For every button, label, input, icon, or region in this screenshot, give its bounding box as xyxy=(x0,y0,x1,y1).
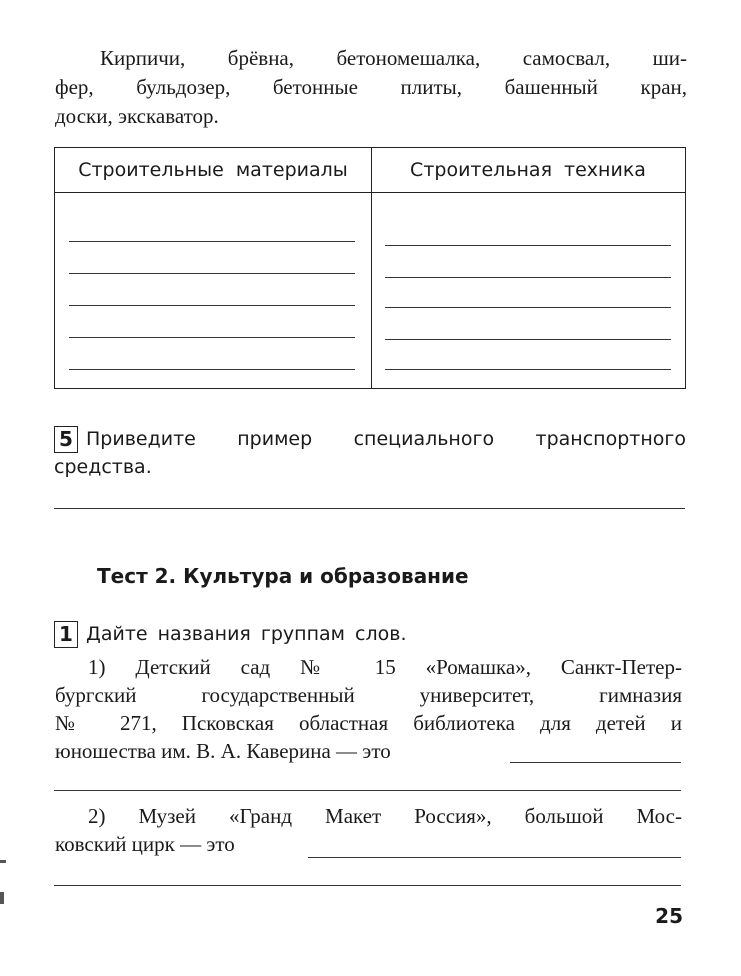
task-5 xyxy=(54,425,686,481)
word-list xyxy=(55,44,687,131)
task-5-answer-line[interactable] xyxy=(54,508,685,509)
margin-binding-mark xyxy=(0,860,6,863)
item-1-line-2: бургский государственный университет, гимназия xyxy=(55,683,682,707)
task-1 xyxy=(54,620,406,648)
task-number-box: 5 xyxy=(54,426,78,453)
task-5-text: Приведите пример специального транспортного средства. xyxy=(54,428,686,478)
machinery-line[interactable] xyxy=(385,339,671,340)
materials-column xyxy=(55,148,372,388)
machinery-line[interactable] xyxy=(385,369,671,370)
test-title: Тест 2. Культура и образование xyxy=(97,564,469,588)
materials-line[interactable] xyxy=(69,369,355,370)
word-list-line-3: доски, экскаватор. xyxy=(55,104,219,128)
materials-line[interactable] xyxy=(69,337,355,338)
sorting-table xyxy=(54,147,686,389)
item-2-answer-line[interactable] xyxy=(54,885,681,886)
machinery-line[interactable] xyxy=(385,307,671,308)
materials-line[interactable] xyxy=(69,305,355,306)
task-1-text: Дайте названия группам слов. xyxy=(86,623,407,645)
item-1-line-4 xyxy=(55,737,682,765)
margin-binding-mark xyxy=(0,892,4,904)
task-1-item-2 xyxy=(55,802,682,858)
item-2-line-2 xyxy=(55,830,682,858)
machinery-header: Строительная техника xyxy=(371,148,685,193)
item-1-answer-inline[interactable] xyxy=(510,762,681,763)
machinery-column xyxy=(371,148,685,388)
machinery-line[interactable] xyxy=(385,277,671,278)
word-list-line-2: фер, бульдозер, бетонные плиты, башенный кран, xyxy=(55,75,687,99)
item-2-line-2-text: ковский цирк — это xyxy=(55,832,235,856)
task-number-box: 1 xyxy=(54,621,78,648)
word-list-line-1: Кирпичи, брёвна, бетономешалка, самосвал, ши- xyxy=(100,46,687,70)
item-2-line-1: 2) Музей «Гранд Макет Россия», большой Мос- xyxy=(88,804,682,828)
item-1-line-1: 1) Детский сад № 15 «Ромашка», Санкт-Петер- xyxy=(88,655,682,679)
task-1-item-1 xyxy=(55,653,682,765)
materials-header: Строительные материалы xyxy=(55,148,371,193)
materials-line[interactable] xyxy=(69,273,355,274)
item-2-answer-inline[interactable] xyxy=(308,857,681,858)
item-1-line-4-text: юношества им. В. А. Каверина — это xyxy=(55,739,391,763)
item-1-line-3: № 271, Псковская областная библиотека для детей и xyxy=(55,711,682,735)
item-1-answer-line[interactable] xyxy=(54,790,681,791)
page-number: 25 xyxy=(655,904,683,928)
materials-line[interactable] xyxy=(69,241,355,242)
machinery-line[interactable] xyxy=(385,245,671,246)
